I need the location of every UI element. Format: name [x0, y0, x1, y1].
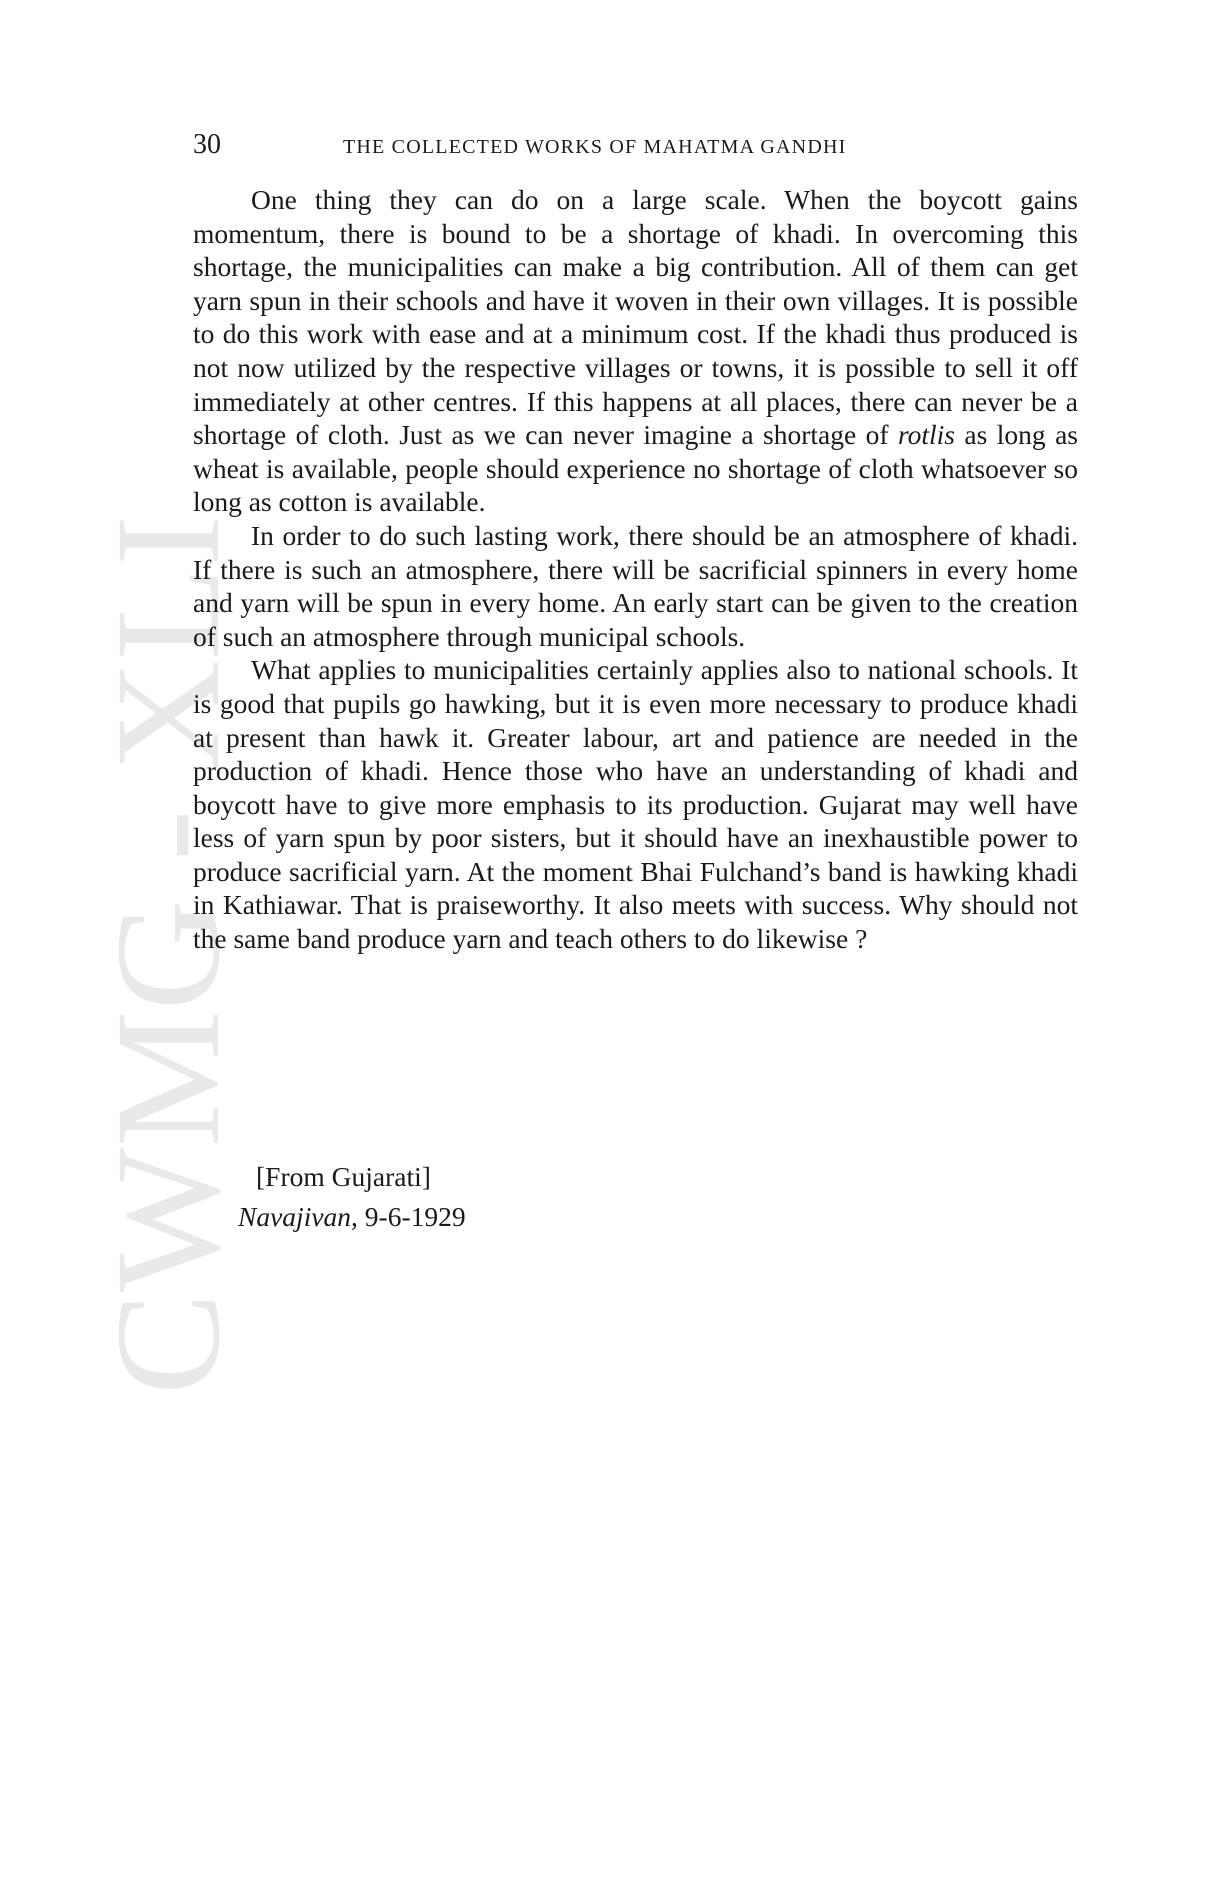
paragraph-2: In order to do such lasting work, there should be an atmosphere of khadi. If there is such an atmosphere, there will be sacrificial spinners in every home and yarn will be spun in every home. An early start can be given to the creation of such an atmosphere through municipal schools. [193, 519, 1078, 652]
citation-date: 9-6-1929 [364, 1201, 466, 1232]
paragraph-1-italic-term: rotlis [897, 419, 955, 451]
paragraph-3: What applies to municipalities certainly applies also to national schools. It is good that pupils go hawking, but it is even more necessary to produce khadi at present than hawk it. Greater labour, art and patience are needed in the production of khadi. Hence those who have an understanding of khadi and boycott have to give more emphasis to its production. Gujarat may well have less of yarn spun by poor sisters, but it should have an inexhaustible power to produce sacrificial yarn. At the moment Bhai Fulchand’s band is hawking khadi in Kathiawar. That is praiseworthy. It also meets with success. Why should not the same band produce yarn and teach others to do likewise ? [193, 654, 1078, 955]
paragraph-1 [193, 183, 1078, 519]
paragraph-1-text-b: as long as wheat is available, people should experience no shortage of cloth whatsoever so long as cotton is available. [193, 419, 1078, 518]
page-number: 30 [193, 129, 221, 160]
page-header [193, 128, 1078, 168]
citation [238, 1200, 466, 1234]
running-head: THE COLLECTED WORKS OF MAHATMA GANDHI [343, 136, 847, 158]
body-text [193, 183, 1078, 956]
source-note: [From Gujarati] [256, 1161, 431, 1192]
watermark-text: CWMG - XLI [85, 536, 251, 1395]
publication-name: Navajivan, [238, 1201, 358, 1232]
paragraph-1-text-a: One thing they can do on a large scale. When the boycott gains momentum, there is bound to be a shortage of khadi. In overcoming this shortage, the municipalities can make a big contribution. All of them can get yarn spun in their schools and have it woven in their own villages. It is possible to do this work with ease and at a minimum cost. If the khadi thus produced is not now utilized by the respective villages or towns, it is possible to sell it off immediately at other centres. If this happens at all places, there can never be a shortage of cloth. Just as we can never imagine a shortage of [193, 184, 1078, 451]
